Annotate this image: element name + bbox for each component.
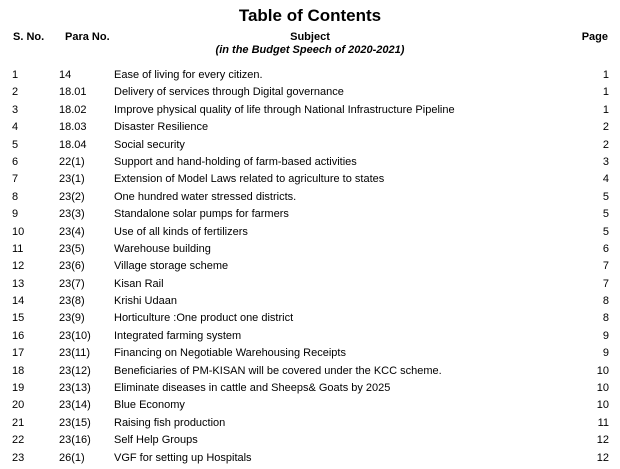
row-subject: Support and hand-holding of farm-based activities: [114, 155, 357, 168]
row-sno: 5: [12, 138, 19, 151]
row-sno: 9: [12, 208, 19, 221]
table-row: [0, 154, 620, 171]
header-sno: S. No.: [13, 31, 45, 43]
table-row: [0, 380, 620, 397]
row-page: 7: [602, 260, 609, 273]
row-subject: Extension of Model Laws related to agriculture to states: [114, 173, 385, 186]
row-para-no: 23(3): [59, 208, 85, 221]
table-row: [0, 84, 620, 101]
row-page: 10: [596, 364, 609, 377]
row-subject: Self Help Groups: [114, 434, 198, 447]
row-sno: 13: [12, 277, 25, 290]
table-row: [0, 363, 620, 380]
row-sno: 21: [12, 416, 25, 429]
row-para-no: 23(2): [59, 190, 85, 203]
row-page: 9: [602, 329, 609, 342]
row-para-no: 23(14): [59, 399, 91, 412]
row-sno: 10: [12, 225, 25, 238]
row-subject: Social security: [114, 138, 185, 151]
row-subject: Use of all kinds of fertilizers: [114, 225, 248, 238]
row-para-no: 18.03: [59, 121, 87, 134]
row-para-no: 23(9): [59, 312, 85, 325]
table-row: [0, 450, 620, 467]
row-page: 1: [602, 69, 609, 81]
row-para-no: 23(11): [59, 347, 90, 360]
row-subject: Village storage scheme: [114, 260, 229, 273]
table-row: [0, 397, 620, 414]
row-para-no: 23(15): [59, 416, 91, 429]
row-page: 3: [602, 155, 609, 168]
table-row: [0, 119, 620, 136]
table-row: [0, 293, 620, 310]
table-row: [0, 137, 620, 154]
row-sno: 6: [12, 155, 19, 168]
row-subject: Eliminate diseases in cattle and Sheeps& Goats by 2025: [114, 382, 391, 395]
row-page: 1: [602, 103, 609, 116]
row-para-no: 23(8): [59, 295, 85, 308]
row-para-no: 23(5): [59, 242, 85, 255]
row-para-no: 18.01: [59, 86, 87, 99]
row-page: 11: [597, 416, 609, 429]
row-sno: 19: [12, 382, 25, 395]
row-subject: Krishi Udaan: [114, 295, 177, 308]
row-para-no: 23(10): [59, 329, 91, 342]
table-row: [0, 310, 620, 327]
page-title: Table of Contents: [238, 6, 382, 25]
row-subject: Integrated farming system: [114, 329, 242, 342]
row-para-no: 23(16): [59, 434, 91, 447]
row-subject: Ease of living for every citizen.: [114, 69, 263, 81]
row-sno: 8: [12, 190, 19, 203]
row-sno: 14: [12, 295, 25, 308]
row-sno: 17: [12, 347, 25, 360]
table-row: [0, 102, 620, 119]
row-subject: Disaster Resilience: [114, 121, 209, 134]
row-subject: Financing on Negotiable Warehousing Receipts: [114, 347, 346, 360]
row-page: 5: [602, 225, 609, 238]
row-para-no: 23(6): [59, 260, 85, 273]
row-subject: Warehouse building: [114, 242, 211, 255]
table-row: [0, 67, 620, 84]
row-page: 12: [596, 434, 609, 447]
header-page: Page: [581, 31, 608, 43]
row-page: 2: [602, 138, 609, 151]
table-row: [0, 328, 620, 345]
row-page: 6: [602, 242, 609, 255]
row-sno: 3: [12, 103, 19, 116]
row-subject: Horticulture :One product one district: [114, 312, 294, 325]
table-row: [0, 345, 620, 362]
row-para-no: 23(13): [59, 382, 91, 395]
table-row: [0, 206, 620, 223]
table-row: [0, 432, 620, 449]
row-sno: 16: [12, 329, 25, 342]
row-subject: Beneficiaries of PM-KISAN will be covered under the KCC scheme.: [114, 364, 442, 377]
row-sno: 1: [12, 69, 19, 81]
row-page: 7: [602, 277, 609, 290]
row-subject: Kisan Rail: [114, 277, 164, 290]
table-row: [0, 415, 620, 432]
table-row: [0, 241, 620, 258]
row-sno: 12: [12, 260, 25, 273]
row-page: 2: [602, 121, 609, 134]
row-para-no: 23(4): [59, 225, 85, 238]
row-subject: Raising fish production: [114, 416, 226, 429]
row-page: 8: [602, 312, 609, 325]
row-subject: One hundred water stressed districts.: [114, 190, 297, 203]
row-page: 1: [602, 86, 609, 99]
row-subject: VGF for setting up Hospitals: [114, 451, 252, 464]
row-para-no: 22(1): [59, 155, 85, 168]
row-page: 9: [602, 347, 609, 360]
row-sno: 23: [12, 451, 25, 464]
header-subject-subtitle: (in the Budget Speech of 2020-2021): [215, 44, 405, 56]
row-subject: Delivery of services through Digital governance: [114, 86, 344, 99]
table-row: [0, 224, 620, 241]
table-row: [0, 189, 620, 206]
row-page: 10: [596, 399, 609, 412]
row-para-no: 14: [59, 69, 72, 81]
table-row: [0, 258, 620, 275]
row-sno: 7: [12, 173, 19, 186]
row-sno: 11: [12, 242, 24, 255]
row-page: 12: [596, 451, 609, 464]
row-para-no: 23(12): [59, 364, 91, 377]
row-subject: Blue Economy: [114, 399, 185, 412]
row-page: 8: [602, 295, 609, 308]
table-row: [0, 276, 620, 293]
header-subject: Subject: [290, 31, 330, 43]
row-sno: 22: [12, 434, 25, 447]
row-sno: 18: [12, 364, 25, 377]
row-page: 5: [602, 190, 609, 203]
row-page: 4: [602, 173, 609, 186]
row-sno: 4: [12, 121, 19, 134]
row-para-no: 18.02: [59, 103, 87, 116]
row-page: 5: [602, 208, 609, 221]
row-para-no: 23(7): [59, 277, 85, 290]
row-sno: 15: [12, 312, 25, 325]
header-para-no: Para No.: [65, 31, 110, 43]
row-sno: 20: [12, 399, 25, 412]
row-page: 10: [596, 382, 609, 395]
row-para-no: 23(1): [59, 173, 85, 186]
row-subject: Improve physical quality of life through National Infrastructure Pipeline: [114, 103, 455, 116]
table-row: [0, 171, 620, 188]
row-subject: Standalone solar pumps for farmers: [114, 208, 289, 221]
row-sno: 2: [12, 86, 19, 99]
row-para-no: 26(1): [59, 451, 85, 464]
toc-table: [0, 67, 620, 467]
row-para-no: 18.04: [59, 138, 87, 151]
